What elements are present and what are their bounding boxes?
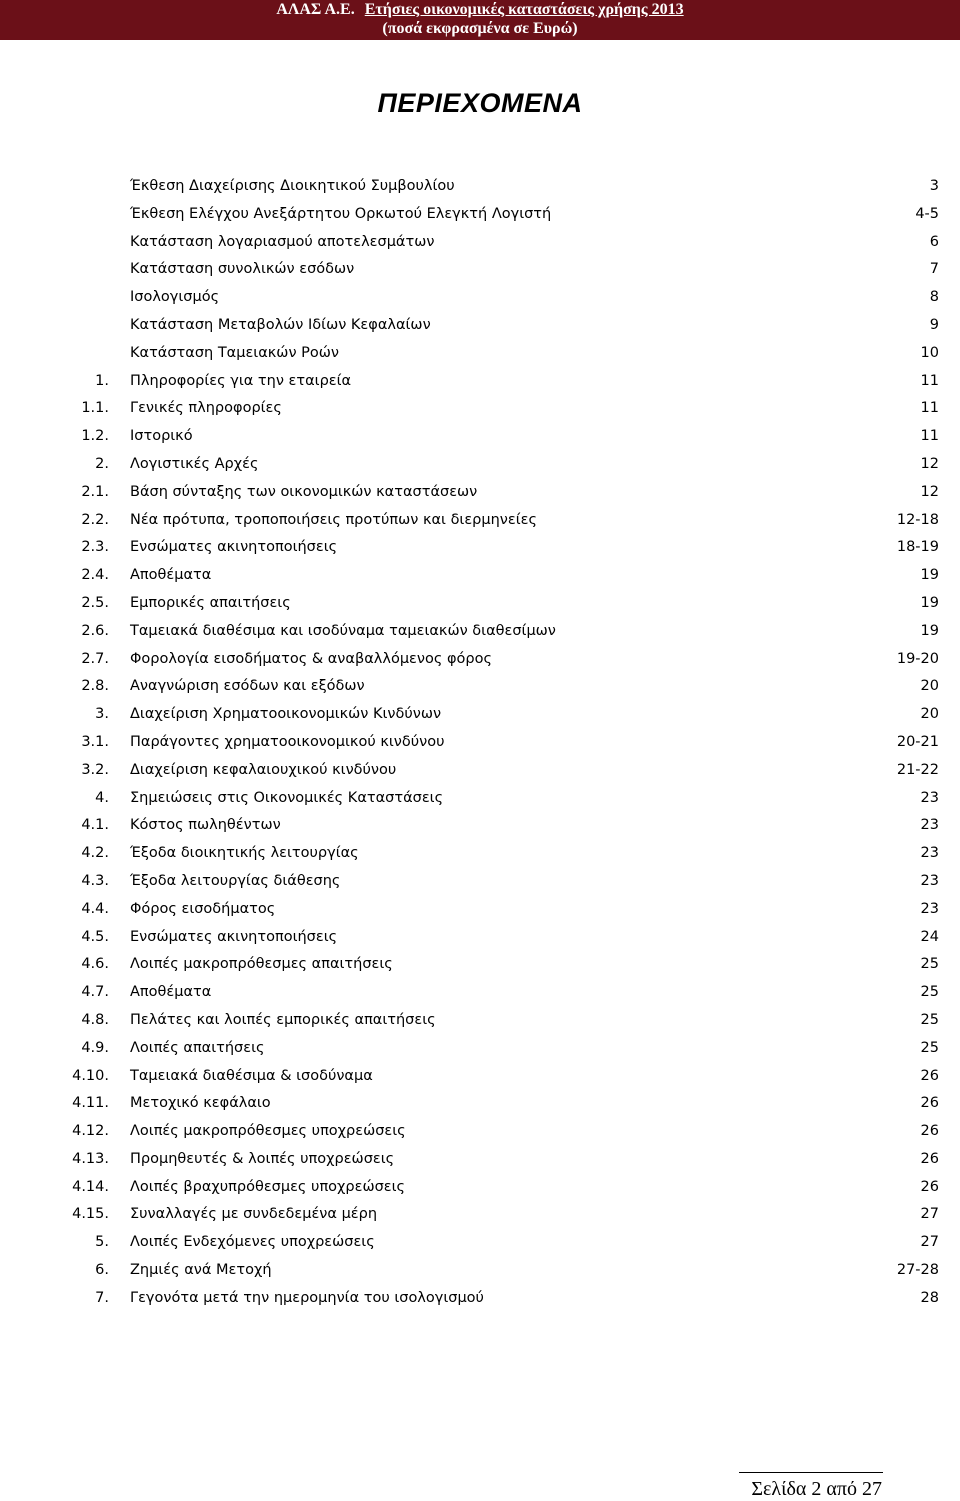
toc-entry-number: 1. [95,372,109,389]
toc-entry[interactable] [0,1146,960,1174]
toc-entry-label: Προμηθευτές & λοιπές υποχρεώσεις [130,1150,395,1167]
toc-entry-label: Ενσώματες ακινητοποιήσεις [130,928,338,945]
toc-entry-label: Πληροφορίες για την εταιρεία [130,372,352,389]
toc-entry-number: 4.14. [72,1178,109,1195]
toc-entry-page: 23 [920,817,939,834]
toc-entry-page: 18-19 [896,539,939,556]
toc-entry-number: 4.2. [81,845,109,862]
toc-entry-number: 4.5. [81,928,109,945]
toc-entry-number: 1.1. [81,400,109,417]
toc-entry-number: 4.6. [81,956,109,973]
toc-entry-label: Λοιπές Ενδεχόμενες υποχρεώσεις [130,1234,375,1251]
toc-entry-page: 23 [920,845,939,862]
toc-entry-label: Αποθέματα [130,984,212,1001]
toc-entry-page: 26 [920,1150,939,1167]
toc-entry[interactable] [0,590,960,618]
toc-entry-number: 4.1. [81,817,109,834]
toc-entry-label: Κατάσταση λογαριασμού αποτελεσμάτων [130,233,435,250]
toc-entry[interactable] [0,312,960,340]
toc-entry[interactable] [0,1257,960,1285]
toc-entry-label: Πελάτες και λοιπές εμπορικές απαιτήσεις [130,1011,436,1028]
toc-entry-number: 4.15. [72,1206,109,1223]
toc-entry-number: 4.3. [81,872,109,889]
toc-entry-label: Έκθεση Διαχείρισης Διοικητικού Συμβουλίου [130,178,455,194]
toc-entry[interactable] [0,423,960,451]
toc-entry-page: 23 [920,789,939,806]
toc-entry[interactable] [0,1007,960,1035]
toc-entry-label: Νέα πρότυπα, τροποποιήσεις προτύπων και διερμηνείες [130,511,537,528]
toc-entry[interactable] [0,1063,960,1091]
toc-entry-page: 7 [929,261,939,278]
toc-entry-page: 27 [920,1206,939,1223]
toc-entry[interactable] [0,201,960,229]
toc-entry-page: 20-21 [896,733,939,750]
company-name: ΑΛΑΣ Α.Ε. [276,1,355,18]
toc-entry-label: Παράγοντες χρηματοοικονομικού κινδύνου [130,733,445,750]
toc-entry[interactable] [0,368,960,396]
toc-entry-label: Μετοχικό κεφάλαιο [130,1095,271,1112]
toc-entry-label: Φόρος εισοδήματος [130,900,276,917]
toc-entry-number: 2.3. [81,539,109,556]
toc-entry[interactable] [0,979,960,1007]
toc-entry[interactable] [0,757,960,785]
toc-entry-page: 23 [920,900,939,917]
toc-entry[interactable] [0,395,960,423]
toc-entry-label: Ταμειακά διαθέσιμα & ισοδύναμα [130,1067,373,1084]
page-number: Σελίδα 2 από 27 [751,1478,882,1500]
toc-entry-page: 11 [920,400,939,417]
toc-entry-label: Γενικές πληροφορίες [130,400,282,417]
toc-entry[interactable] [0,1174,960,1202]
toc-entry-label: Έξοδα λειτουργίας διάθεσης [130,872,341,889]
toc-entry-label: Λοιπές μακροπρόθεσμες απαιτήσεις [130,956,393,973]
toc-entry[interactable] [0,673,960,701]
toc-entry[interactable] [0,951,960,979]
toc-entry-page: 20 [920,706,939,723]
toc-entry-page: 12-18 [896,511,939,528]
toc-entry-page: 27 [920,1234,939,1251]
toc-entry-page: 25 [920,984,939,1001]
toc-entry-number: 3.2. [81,761,109,778]
toc-entry-label: Έξοδα διοικητικής λειτουργίας [130,845,359,862]
toc-entry-label: Ζημιές ανά Μετοχή [130,1262,272,1279]
toc-entry-number: 4.10. [72,1067,109,1084]
toc-entry-number: 2.7. [81,650,109,667]
toc-entry-label: Λογιστικές Αρχές [130,455,259,472]
toc-entry-page: 19 [920,622,939,639]
toc-entry-page: 12 [920,455,939,472]
toc-entry-number: 2.5. [81,594,109,611]
toc-entry-label: Διαχείριση κεφαλαιουχικού κινδύνου [130,761,397,778]
toc-entry-number: 2.8. [81,678,109,695]
toc-entry-page: 25 [920,956,939,973]
toc-entry-page: 20 [920,678,939,695]
toc-entry-number: 5. [95,1234,109,1251]
toc-entry[interactable] [0,507,960,535]
toc-entry-number: 1.2. [81,428,109,445]
toc-entry-label: Γεγονότα μετά την ημερομηνία του ισολογισμού [130,1289,484,1306]
toc-entry[interactable] [0,646,960,674]
toc-entry-page: 19-20 [896,650,939,667]
toc-entry-page: 26 [920,1123,939,1140]
toc-entry-page: 26 [920,1178,939,1195]
toc-entry[interactable] [0,868,960,896]
toc-entry-label: Διαχείριση Χρηματοοικονομικών Κινδύνων [130,706,442,723]
toc-entry[interactable] [0,785,960,813]
toc-entry-page: 24 [920,928,939,945]
toc-entry-number: 6. [95,1262,109,1279]
toc-entry-page: 26 [920,1095,939,1112]
toc-entry[interactable] [0,340,960,368]
toc-entry-number: 2.4. [81,567,109,584]
toc-entry[interactable] [0,1201,960,1229]
toc-entry-page: 27-28 [896,1262,939,1279]
toc-entry-label: Λοιπές βραχυπρόθεσμες υποχρεώσεις [130,1178,406,1195]
toc-entry-label: Λοιπές απαιτήσεις [130,1039,265,1056]
toc-entry[interactable] [0,534,960,562]
toc-entry[interactable] [0,812,960,840]
toc-entry[interactable] [0,451,960,479]
toc-entry-number: 4.8. [81,1011,109,1028]
toc-entry-number: 7. [95,1289,109,1306]
toc-entry-page: 21-22 [896,761,939,778]
toc-entry[interactable] [0,840,960,868]
toc-entry-number: 3. [95,706,109,723]
toc-entry-page: 26 [920,1067,939,1084]
toc-entry-number: 4.7. [81,984,109,1001]
toc-entry[interactable] [0,729,960,757]
toc-entry[interactable] [0,618,960,646]
toc-entry-label: Ενσώματες ακινητοποιήσεις [130,539,338,556]
toc-entry-number: 4.4. [81,900,109,917]
report-title: Ετήσιες οικονομικές καταστάσεις χρήσης 2013 [364,1,684,18]
toc-entry-number: 4. [95,789,109,806]
footer-divider [739,1472,883,1473]
toc-entry-number: 4.9. [81,1039,109,1056]
toc-entry-page: 19 [920,567,939,584]
table-of-contents [0,173,960,1313]
toc-entry-number: 4.11. [72,1095,109,1112]
toc-entry[interactable] [0,562,960,590]
toc-entry-label: Αναγνώριση εσόδων και εξόδων [130,678,365,695]
toc-entry-page: 9 [929,316,939,333]
toc-entry[interactable] [0,1035,960,1063]
toc-entry-page: 8 [929,289,939,306]
toc-entry-number: 2. [95,455,109,472]
report-subtitle: (ποσά εκφρασμένα σε Ευρώ) [382,20,578,37]
toc-entry[interactable] [0,256,960,284]
toc-entry-label: Κατάσταση Ταμειακών Ροών [130,344,340,361]
toc-entry-number: 2.1. [81,483,109,500]
toc-entry-number: 4.13. [72,1150,109,1167]
toc-entry-page: 10 [920,344,939,361]
toc-entry[interactable] [0,229,960,257]
toc-entry-page: 23 [920,872,939,889]
toc-entry-label: Ταμειακά διαθέσιμα και ισοδύναμα ταμειακών διαθεσίμων [130,622,556,639]
toc-entry-label: Φορολογία εισοδήματος & αναβαλλόμενος φόρος [130,650,492,667]
toc-entry-page: 25 [920,1039,939,1056]
toc-entry-number: 4.12. [72,1123,109,1140]
toc-entry[interactable] [0,173,960,201]
toc-entry-page: 12 [920,483,939,500]
toc-heading: ΠΕΡΙΕΧΟΜΕΝΑ [377,88,583,118]
toc-entry-number: 2.2. [81,511,109,528]
toc-entry-label: Ιστορικό [130,428,193,445]
toc-entry-page: 11 [920,372,939,389]
toc-entry[interactable] [0,701,960,729]
toc-entry[interactable] [0,479,960,507]
toc-entry-number: 2.6. [81,622,109,639]
toc-entry[interactable] [0,1090,960,1118]
toc-entry-label: Ισολογισμός [130,289,220,306]
toc-entry-label: Κατάσταση συνολικών εσόδων [130,261,355,278]
toc-entry-page: 25 [920,1011,939,1028]
header-title-line [0,0,960,19]
toc-entry-label: Εμπορικές απαιτήσεις [130,594,291,611]
toc-entry-page: 19 [920,594,939,611]
toc-entry-page: 11 [920,428,939,445]
toc-entry-label: Έκθεση Ελέγχου Ανεξάρτητου Ορκωτού Ελεγκτή Λογιστή [130,205,552,222]
toc-entry-label: Κατάσταση Μεταβολών Ιδίων Κεφαλαίων [130,316,431,333]
toc-entry[interactable] [0,1118,960,1146]
toc-entry-page: 4-5 [915,205,939,222]
toc-entry-number: 3.1. [81,733,109,750]
toc-entry-label: Αποθέματα [130,567,212,584]
document-header [0,0,960,40]
toc-entry[interactable] [0,1285,960,1313]
toc-entry[interactable] [0,1229,960,1257]
toc-entry[interactable] [0,284,960,312]
toc-entry-page: 6 [929,233,939,250]
toc-entry-label: Βάση σύνταξης των οικονομικών καταστάσεων [130,483,478,500]
toc-entry-label: Σημειώσεις στις Οικονομικές Καταστάσεις [130,789,444,806]
toc-entry-page: 3 [929,178,939,194]
toc-entry-label: Λοιπές μακροπρόθεσμες υποχρεώσεις [130,1123,406,1140]
toc-entry[interactable] [0,896,960,924]
toc-entry[interactable] [0,924,960,952]
toc-entry-label: Συναλλαγές με συνδεδεμένα μέρη [130,1206,378,1223]
toc-entry-label: Κόστος πωληθέντων [130,817,281,834]
toc-entry-page: 28 [920,1289,939,1306]
